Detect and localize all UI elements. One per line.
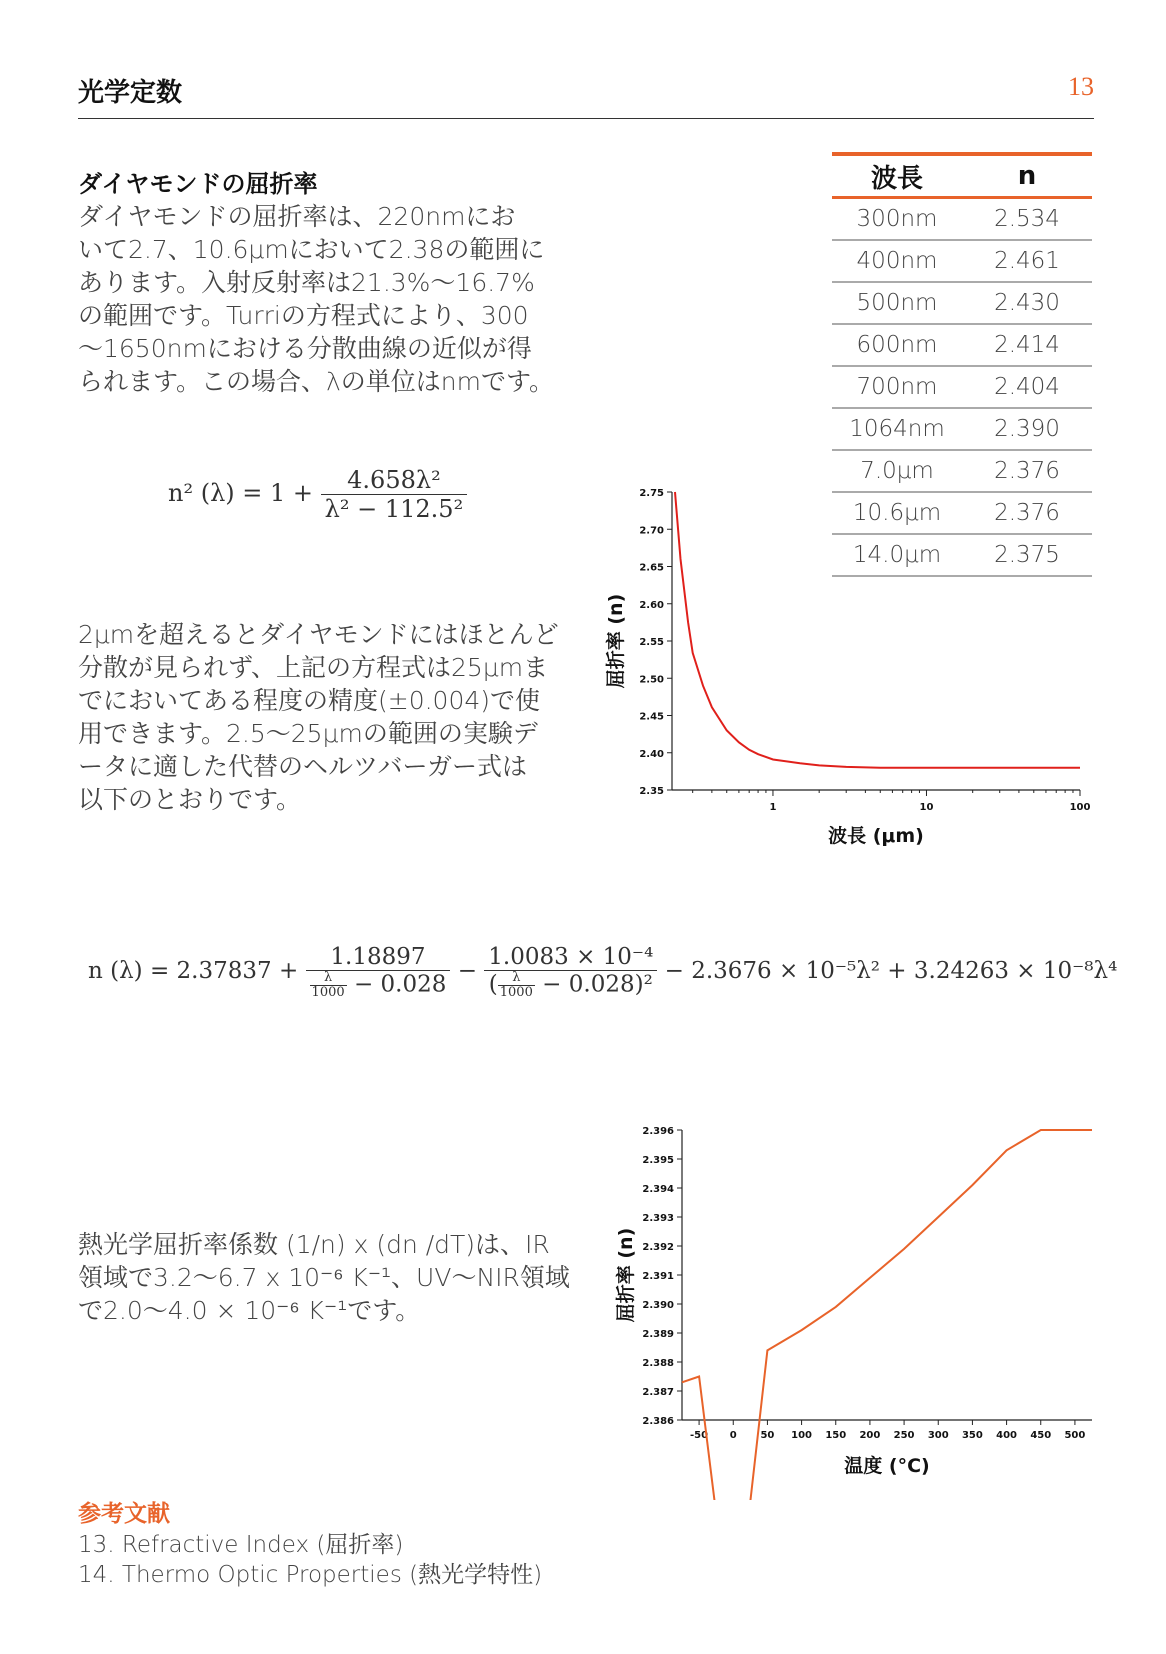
y-tick-label: 2.70 xyxy=(639,525,664,537)
dispersion-chart xyxy=(600,480,1100,860)
cell-n: 2.376 xyxy=(994,500,1060,526)
sellmeier-formula xyxy=(168,466,467,523)
y-tick-label: 2.393 xyxy=(642,1213,674,1224)
y-axis-label: 屈折率 (n) xyxy=(605,593,627,689)
table-row xyxy=(832,367,1092,409)
y-tick-label: 2.55 xyxy=(639,637,664,648)
text-line: の範囲です。Turriの方程式により、300 xyxy=(78,301,529,330)
table-row xyxy=(832,241,1092,283)
term1-den-rest: − 0.028 xyxy=(353,971,447,998)
term2-denominator xyxy=(484,971,657,1000)
y-tick-label: 2.396 xyxy=(642,1126,674,1137)
text-line: 熱光学屈折率係数 (1/n) x (dn /dT)は、IR xyxy=(78,1230,550,1259)
x-tick-label: 200 xyxy=(859,1430,881,1441)
cell-n: 2.534 xyxy=(994,206,1060,232)
text-line: 領域で3.2〜6.7 x 10⁻⁶ K⁻¹、UV〜NIR領域 xyxy=(78,1263,570,1292)
y-tick-label: 2.391 xyxy=(642,1271,674,1282)
lambda-num: λ xyxy=(498,971,535,986)
text-line: ダイヤモンドの屈折率は、220nmにお xyxy=(78,202,516,231)
formula-fraction xyxy=(321,466,468,523)
text-line: 〜1650nmにおける分散曲線の近似が得 xyxy=(78,334,532,363)
cell-wavelength: 7.0μm xyxy=(860,458,934,484)
series-line xyxy=(675,492,1080,768)
cell-wavelength: 600nm xyxy=(856,332,938,358)
lambda-den: 1000 xyxy=(499,985,533,1000)
cell-n: 2.404 xyxy=(994,374,1060,400)
x-tick-label: 400 xyxy=(996,1430,1018,1441)
y-tick-label: 2.395 xyxy=(642,1155,674,1166)
y-tick-label: 2.394 xyxy=(642,1184,674,1195)
cell-wavelength: 14.0μm xyxy=(852,542,942,568)
series-line xyxy=(682,1130,1092,1500)
x-tick-label: 100 xyxy=(791,1430,813,1441)
reference-item: 13. Refractive Index (屈折率) xyxy=(78,1532,404,1558)
y-tick-label: 2.45 xyxy=(639,711,664,723)
x-axis-label: 温度 (°C) xyxy=(844,1455,930,1477)
header-wavelength: 波長 xyxy=(870,163,923,194)
y-tick-label: 2.60 xyxy=(639,599,664,611)
cell-n: 2.375 xyxy=(994,542,1060,568)
thermo-chart xyxy=(600,1120,1100,1500)
x-tick-label: 10 xyxy=(919,802,934,813)
lambda-fraction xyxy=(498,971,535,1000)
term2-numerator: 1.0083 × 10⁻⁴ xyxy=(484,944,657,971)
x-tick-label: 300 xyxy=(927,1430,949,1441)
formula-numerator: 4.658λ² xyxy=(321,466,468,495)
table-row xyxy=(832,283,1092,325)
y-tick-label: 2.50 xyxy=(639,674,664,686)
cell-n: 2.461 xyxy=(994,248,1060,274)
cell-n: 2.414 xyxy=(994,332,1060,358)
cell-wavelength: 500nm xyxy=(856,290,938,316)
y-tick-label: 2.387 xyxy=(642,1387,674,1398)
lambda-fraction xyxy=(310,971,347,1000)
text-line: ータに適した代替のヘルツバーガー式は xyxy=(78,752,528,781)
term1-numerator: 1.18897 xyxy=(306,944,451,971)
x-tick-label: -50 xyxy=(690,1430,709,1441)
y-tick-label: 2.386 xyxy=(642,1416,674,1427)
x-tick-label: 100 xyxy=(1069,802,1091,813)
x-tick-label: 1 xyxy=(769,802,777,813)
formula-term2 xyxy=(484,944,657,1000)
y-axis-label: 屈折率 (n) xyxy=(615,1227,637,1323)
x-tick-label: 350 xyxy=(961,1430,983,1441)
text-line: で2.0〜4.0 × 10⁻⁶ K⁻¹です。 xyxy=(78,1296,421,1325)
term2-den-rest: − 0.028)² xyxy=(542,971,653,998)
lambda-num: λ xyxy=(310,971,347,986)
cell-wavelength: 700nm xyxy=(856,374,938,400)
text-line: でにおいてある程度の精度(±0.004)で使 xyxy=(78,686,541,715)
section-title: ダイヤモンドの屈折率 xyxy=(78,170,318,198)
formula-denominator: λ² − 112.5² xyxy=(324,495,464,523)
text-line: 分散が見られず、上記の方程式は25μmま xyxy=(78,653,549,682)
page-number: 13 xyxy=(1068,72,1094,101)
table-header xyxy=(832,156,1092,199)
herzberger-formula xyxy=(88,944,1117,1000)
y-tick-label: 2.388 xyxy=(642,1358,674,1369)
y-tick-label: 2.390 xyxy=(642,1300,674,1311)
minus-sign: − xyxy=(457,958,477,984)
text-line: いて2.7、10.6μmにおいて2.38の範囲に xyxy=(78,235,545,264)
references-title: 参考文献 xyxy=(78,1501,170,1527)
cell-n: 2.376 xyxy=(994,458,1060,484)
formula-lhs: n (λ) = 2.37837 + xyxy=(88,958,299,984)
y-tick-label: 2.392 xyxy=(642,1242,674,1253)
page-title: 光学定数 xyxy=(78,78,183,108)
table-row xyxy=(832,199,1092,241)
table-row xyxy=(832,409,1092,451)
header-n: n xyxy=(1017,161,1037,191)
cell-wavelength: 300nm xyxy=(856,206,938,232)
y-tick-label: 2.389 xyxy=(642,1329,674,1340)
text-line: 以下のとおりです。 xyxy=(78,785,302,814)
intro-paragraph xyxy=(78,200,574,398)
header-divider xyxy=(78,118,1094,119)
thermo-paragraph xyxy=(78,1228,574,1327)
x-tick-label: 450 xyxy=(1030,1430,1052,1441)
x-axis-label: 波長 (μm) xyxy=(828,825,924,847)
y-tick-label: 2.35 xyxy=(639,786,664,797)
text-line: 用できます。2.5〜25μmの範囲の実験デ xyxy=(78,719,538,748)
text-line: られます。この場合、λの単位はnmです。 xyxy=(78,367,554,396)
cell-wavelength: 400nm xyxy=(856,248,938,274)
formula-term1 xyxy=(306,944,451,1000)
table-row xyxy=(832,325,1092,367)
y-tick-label: 2.40 xyxy=(639,748,664,760)
term1-denominator xyxy=(306,971,451,1000)
y-tick-label: 2.75 xyxy=(639,488,664,499)
formula-lhs: n² (λ) = 1 + xyxy=(168,479,314,507)
cell-n: 2.390 xyxy=(994,416,1060,442)
cell-wavelength: 1064nm xyxy=(849,416,945,442)
text-line: あります。入射反射率は21.3%〜16.7% xyxy=(78,268,535,297)
cell-n: 2.430 xyxy=(994,290,1060,316)
lambda-den: 1000 xyxy=(311,985,345,1000)
open-paren: ( xyxy=(488,971,498,998)
x-tick-label: 0 xyxy=(729,1430,737,1441)
y-tick-label: 2.65 xyxy=(639,562,664,574)
dispersion-paragraph xyxy=(78,618,574,816)
x-tick-label: 50 xyxy=(760,1430,775,1441)
formula-tail: − 2.3676 × 10⁻⁵λ² + 3.24263 × 10⁻⁸λ⁴ xyxy=(664,958,1118,984)
x-tick-label: 500 xyxy=(1064,1430,1086,1441)
reference-item: 14. Thermo Optic Properties (熱光学特性) xyxy=(78,1562,543,1588)
cell-wavelength: 10.6μm xyxy=(852,500,942,526)
x-tick-label: 250 xyxy=(893,1430,915,1441)
text-line: 2μmを超えるとダイヤモンドにはほとんど xyxy=(78,620,559,649)
x-tick-label: 150 xyxy=(825,1430,847,1441)
